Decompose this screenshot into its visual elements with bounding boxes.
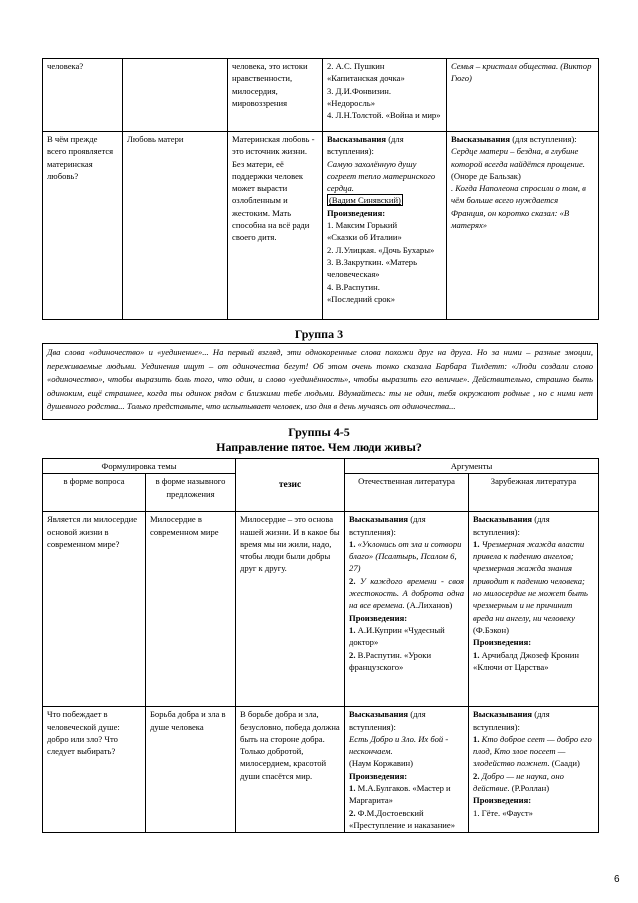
quote-author: (Вадим Синявский) [329,195,401,206]
group3-intro-text: Два слова «одиночество» и «уединение»... На первый взгляд, эти однокоренные слова похожи друг на друга. Но за ними – разные эмоции, переживаемые людьми. Уединения ищут – от одиночества бегут! Об этом очень тонко сказала Барбара Тилдетт: «Люди создали слово «одиночество», чтобы выразить боль того, что один, и слово «уединённость», чтобы выразить его величие». Действительно, страшно быть одиноким, ещё страшнее, когда ты одинок рядом с близкими тебе людьми. Вдумайтесь: ты не один, тебя окружают родные , но с ними нет душевного родства... Только представьте, что испытывает человек, изо дня в день мучаясь от одиночества... [42,343,598,420]
question-form-header: в форме вопроса [43,474,146,512]
question-cell: Является ли милосердие основой жизни в современном мире? [43,512,146,707]
foreign-cell: Высказывания (для вступления): Сердце матери – бездна, в глубине которой всегда найдётся прощение. (Оноре де Бальзак) . Когда Наполеона спросили о том, в чём больше всего нуждается Франция, он коротко сказал: «В матерях» [447,132,599,320]
group45-arguments-table [42,458,599,833]
question-cell: человека? [43,59,123,132]
group45-title: Группы 4-5 [288,425,350,439]
foreign-cell: Семья – кристалл общества. (Виктор Гюго) [447,59,599,132]
table-row [43,707,599,833]
thesis-header: тезис [236,459,345,512]
form-cell: Борьба добра и зла в душе человека [146,707,236,833]
top-arguments-table [42,58,599,320]
page-number: 6 [614,874,620,885]
domestic-cell: Высказывания (для вступления): 1. «Уклонись от зла и сотвори благо» (Псалтырь, Псалом 6, 27) 2. У каждого времени - своя жестокость. А доброта одна на все времена. (А.Лиханов) Произведения: 1. А.И.Куприн «Чудесный доктор» 2. В.Распутин. «Уроки французского» [345,512,469,707]
form-cell [123,59,228,132]
thesis-cell: В борьбе добра и зла, безусловно, победа должна быть на стороне добра. Только добротой, милосердием, красотой души спасётся мир. [236,707,345,833]
table-row [43,59,599,132]
domestic-header: Отечественная литература [345,474,469,512]
table-row [43,512,599,707]
header-row [43,459,599,474]
thesis-cell: Милосердие – это основа нашей жизни. И в какое бы время мы ни жили, надо, чтобы люди были добры друг к другу. [236,512,345,707]
form-cell: Любовь матери [123,132,228,320]
question-cell: В чём прежде всего проявляется материнская любовь? [43,132,123,320]
domestic-cell: 2. А.С. Пушкин «Капитанская дочка» 3. Д.И.Фонвизин. «Недоросль» 4. Л.Н.Толстой. «Война и мир» [323,59,447,132]
foreign-cell: Высказывания (для вступления): 1. Чрезмерная жажда власти привела к падению ангелов; чрезмерная жажда знания приводит к падению человека; но милосердие не может быть чрезмерным и не причинит вреда ни ангелу, ни человеку (Ф.Бэкон) Произведения: 1. Арчибалд Джозеф Кронин «Ключи от Царства» [469,512,599,707]
domestic-cell: Высказывания (для вступления): Есть Добро и Зло. Их бой - нескончаем. (Наум Коржавин) Произведения: 1. М.А.Булгаков. «Мастер и Маргарита» 2. Ф.М.Достоевский «Преступление и наказание» [345,707,469,833]
nominative-form-header: в форме назывного предложения [146,474,236,512]
arguments-header: Аргументы [345,459,599,474]
foreign-cell: Высказывания (для вступления): 1. Кто доброе сеет — добро его плод, Кто злое посеет — злодейство пожнет. (Саади) 2. Добро — не наука, оно действие. (Р.Роллан) Произведения: 1. Гёте. «Фауст» [469,707,599,833]
formulation-header: Формулировка темы [43,459,236,474]
domestic-cell: Высказывания (для вступления): Самую захолённую душу согреет тепло материнского сердца. (Вадим Синявский) Произведения: 1. Максим Горький «Сказки об Италии» 2. Л.Улицкая. «Дочь Бухары» 3. В.Закруткин. «Матерь человеческая» 4. В.Распутин. «Последний срок» [323,132,447,320]
group3-title: Группа 3 [294,327,344,341]
foreign-header: Зарубежная литература [469,474,599,512]
thesis-cell: человека, это истоки нравственности, милосердия, мировоззрения [228,59,323,132]
thesis-cell: Материнская любовь - это источник жизни. Без матери, её поддержки человек может вырасти озлобленным и жестоким. Мать способна на всё ради своего дитя. [228,132,323,320]
table-row [43,132,599,320]
question-cell: Что побеждает в человеческой душе: добро или зло? Что следует выбирать? [43,707,146,833]
form-cell: Милосердие в современном мире [146,512,236,707]
group45-subtitle: Направление пятое. Чем люди живы? [216,440,422,454]
